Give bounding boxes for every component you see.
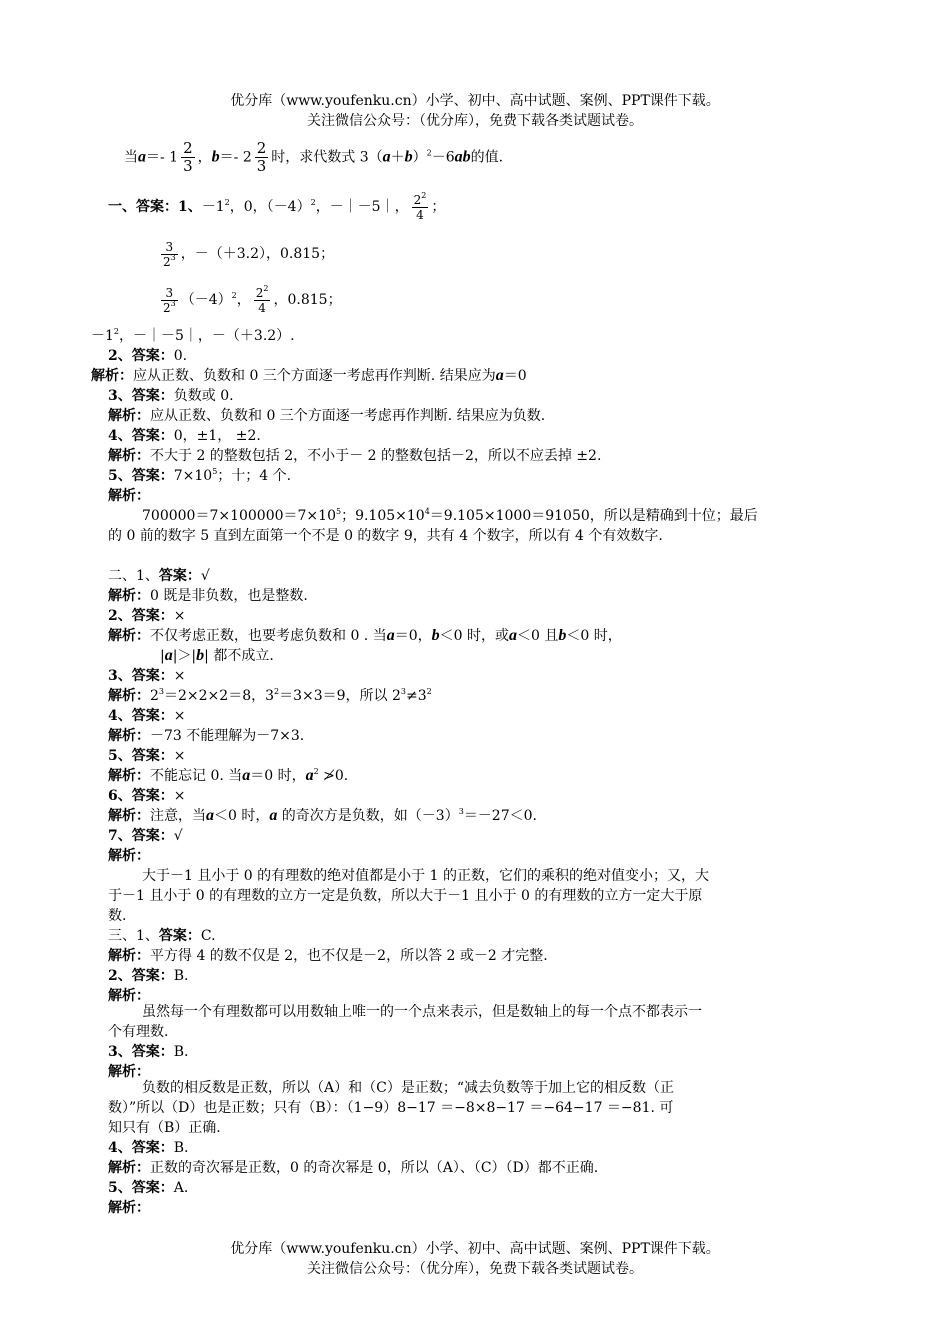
s2-ans-1: 二、1、答案：√ <box>108 568 210 584</box>
s3-exp-2-para-2: 个有理数. <box>108 1024 169 1040</box>
header-line-1: 优分库（www.youfenku.cn）小学、初中、高中试题、案例、PPT课件下载。 <box>230 93 720 109</box>
s3-ans-4: 4、答案：B. <box>108 1140 189 1156</box>
ans-5: 5、答案：$7\times 10^5$；十；4 个. <box>108 467 292 484</box>
s3-exp-2-para-1: 虽然每一个有理数都可以用数轴上唯一的一个点来表示，但是数轴上的每一个点不都表示一 <box>142 1004 702 1020</box>
sec1-answer-line-2: $\frac{3}{2^3}$ ，－（＋3.2），0.815； <box>163 239 335 269</box>
s2-exp-7-para-2: 于－1 且小于 0 的有理数的立方一定是负数，所以大于－1 且小于 0 的有理数的立方一定大于原 <box>108 888 703 904</box>
s2-ans-5: 5、答案：× <box>108 748 186 764</box>
s2-exp-2: 解析：不仅考虑正数，也要考虑负数和 0 . 当a＝0，b＜0 时，或a＜0 且b＜0 时， <box>108 627 622 644</box>
s2-exp-2-line-2: |a|＞|b| 都不成立. <box>160 647 274 664</box>
s2-exp-1: 解析：0 既是非负数，也是整数. <box>108 588 308 604</box>
s3-ans-3: 3、答案：B. <box>108 1044 189 1060</box>
sec1-answer-line-4: $-1^2$，－｜－5｜，－（＋3.2）. <box>91 327 295 344</box>
footer-line-1: 优分库（www.youfenku.cn）小学、初中、高中试题、案例、PPT课件下载。 <box>230 1241 720 1257</box>
s3-ans-5: 5、答案：A. <box>108 1180 189 1196</box>
s2-ans-4: 4、答案：× <box>108 708 186 724</box>
exp-3: 解析：应从正数、负数和 0 三个方面逐一考虑再作判断. 结果应为负数. <box>108 408 546 424</box>
exp-5-para-1: $700000=7\times 100000=7\times 10^5$；$9.105\times 10^4=9.105\times 1000=91050$，所以是精确到十位；最后 <box>142 507 758 524</box>
s2-ans-7: 7、答案：√ <box>108 828 183 844</box>
s3-exp-5-label: 解析： <box>108 1200 150 1216</box>
fraction-2sq-over-4-b: $\frac{2^2}{4}$ <box>255 283 269 315</box>
s3-exp-3-para-2: 数）”所以（D）也是正数；只有（B）：（1−9）8−17 ＝−8×8−17 ＝−64−17 ＝−81. 可 <box>108 1100 674 1116</box>
s3-ans-1: 三、1、答案：C. <box>108 928 216 944</box>
fraction-a: $\frac{2}{3}$ <box>183 139 193 175</box>
s2-exp-5: 解析：不能忘记 0. 当a＝0 时，$a^2$ ≯0. <box>108 767 349 784</box>
question: 当a＝- 1 $\frac{2}{3}$ ，b＝- 2 $\frac{2}{3}$ 时，求代数式 $3(a+b)^2-6ab$的值. <box>124 139 504 175</box>
s3-exp-3-para-1: 负数的相反数是正数，所以（A）和（C）是正数；“减去负数等于加上它的相反数（正 <box>142 1080 674 1096</box>
ans-3: 3、答案：负数或 0. <box>108 388 234 404</box>
exp-4: 解析：不大于 2 的整数包括 2，不小于－ 2 的整数包括－2，所以不应丢掉 ±2. <box>108 448 602 464</box>
s2-ans-6: 6、答案：× <box>108 788 186 804</box>
s3-exp-3-para-3: 知只有（B）正确. <box>108 1120 221 1136</box>
exp-5-para-2: 的 0 前的数字 5 直到左面第一个不是 0 的数字 9，共有 4 个数字，所以有 4 个有效数字. <box>108 528 663 544</box>
s2-exp-7-para-3: 数. <box>108 908 127 924</box>
fraction-3-over-2cube-b: $\frac{3}{2^3}$ <box>163 285 176 315</box>
sec1-answer-line-1: 一、答案：1、$-1^2$，0，$(-4)^2$，－｜－5｜， $\frac{2^2}{4}$ ； <box>108 190 446 222</box>
footer-line-2: 关注微信公众号：（优分库），免费下载各类试题试卷。 <box>307 1261 643 1277</box>
s3-exp-3-label: 解析： <box>108 1064 150 1080</box>
s2-exp-6: 解析：注意，当a＜0 时，a 的奇次方是负数，如$(-3)^3=-27<0$. <box>108 807 537 824</box>
s2-exp-3: 解析：$2^3=2\times 2\times 2=8$，$3^2=3\times 3=9$，所以 $2^3\ne 3^2$ <box>108 687 432 704</box>
s3-exp-4: 解析：正数的奇次幂是正数，0 的奇次幂是 0，所以（A）、（C）（D）都不正确. <box>108 1160 599 1176</box>
fraction-2sq-over-4: $\frac{2^2}{4}$ <box>413 190 427 222</box>
fraction-b: $\frac{2}{3}$ <box>256 139 267 175</box>
ans-2: 2、答案：0. <box>108 348 188 364</box>
s3-ans-2: 2、答案：B. <box>108 968 189 984</box>
ans-4: 4、答案：0，±1， ±2. <box>108 428 261 444</box>
s3-exp-2-label: 解析： <box>108 988 150 1004</box>
s2-exp-7-label: 解析： <box>108 848 150 864</box>
sec1-answer-line-3: $\frac{3}{2^3}$ $(-4)^2$， $\frac{2^2}{4}$ ，0.815； <box>163 283 342 315</box>
s2-ans-2: 2、答案：× <box>108 608 186 624</box>
exp-2: 解析：应从正数、负数和 0 三个方面逐一考虑再作判断. 结果应为a＝0 <box>91 367 527 384</box>
s2-ans-3: 3、答案：× <box>108 668 186 684</box>
fraction-3-over-2cube: $\frac{3}{2^3}$ <box>163 239 176 269</box>
s2-exp-7-para-1: 大于－1 且小于 0 的有理数的绝对值都是小于 1 的正数，它们的乘积的绝对值变小；又，大 <box>142 868 709 884</box>
s3-exp-1: 解析：平方得 4 的数不仅是 2，也不仅是－2，所以答 2 或－2 才完整. <box>108 948 548 964</box>
exp-5-label: 解析： <box>108 488 150 504</box>
s2-exp-4: 解析：－73 不能理解为－7×3. <box>108 728 305 744</box>
header-line-2: 关注微信公众号：（优分库），免费下载各类试题试卷。 <box>307 113 643 129</box>
